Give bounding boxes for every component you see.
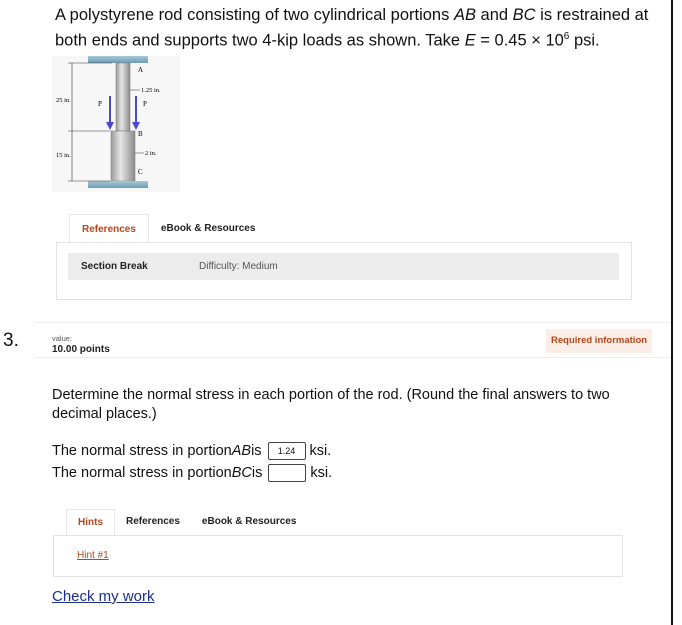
check-my-work-link[interactable]: Check my work	[52, 588, 155, 605]
label-b: B	[138, 130, 143, 138]
question-prompt: Determine the normal stress in each portion of the rod. (Round the final answers to two decimal places.)	[52, 387, 610, 422]
difficulty-label: Difficulty: Medium	[199, 261, 278, 272]
hints-panel	[53, 535, 623, 577]
portion-bc	[111, 131, 135, 181]
section-break-bar	[68, 253, 619, 280]
hint-1-link[interactable]: Hint #1	[77, 550, 109, 561]
answer-input-bc[interactable]	[268, 464, 306, 482]
label-c: C	[138, 168, 143, 176]
resource-tabs-top	[69, 214, 267, 244]
load-arrow-left	[106, 122, 114, 130]
resource-tabs-bottom	[66, 509, 307, 536]
bottom-support	[88, 181, 148, 188]
dim-bottom: 15 in.	[56, 152, 71, 159]
tab-ebook-top[interactable]: eBook & Resources	[160, 223, 256, 234]
answer-row-bc: The normal stress in portion BC is ksi.	[52, 465, 333, 481]
label-a: A	[138, 66, 144, 74]
section-break-label: Section Break	[81, 261, 148, 272]
required-info-button[interactable]: Required information	[546, 329, 652, 353]
dia-top: 1.25 in.	[141, 87, 161, 94]
tab-references-top[interactable]: References	[69, 214, 149, 244]
top-support	[88, 56, 148, 63]
answer-row-ab: The normal stress in portion AB is 1.24 ksi.	[52, 443, 332, 459]
label-p-left: P	[98, 100, 102, 108]
tab-hints[interactable]: Hints	[66, 509, 115, 536]
value-label: value:	[52, 334, 73, 343]
load-arrow-right	[132, 122, 140, 130]
divider	[35, 357, 671, 358]
dim-top: 25 in.	[56, 97, 71, 104]
portion-ab	[116, 63, 130, 131]
divider	[35, 322, 671, 323]
question-number: 3.	[3, 330, 19, 351]
tab-references-bottom[interactable]: References	[126, 516, 180, 527]
tab-ebook-bottom[interactable]: eBook & Resources	[201, 516, 297, 527]
points-value: 10.00 points	[52, 344, 110, 355]
dia-bottom: 2 in.	[145, 150, 157, 157]
label-p-right: P	[143, 100, 147, 108]
answer-input-ab[interactable]: 1.24	[268, 442, 306, 460]
right-border	[671, 0, 673, 625]
problem-statement: A polystyrene rod consisting of two cylindrical portions AB and BC is restrained at both ends and supports two 4-kip loads as shown. Take $E = 0.45 \times 10^6$ psi.	[55, 6, 649, 50]
rod-figure	[52, 56, 180, 192]
